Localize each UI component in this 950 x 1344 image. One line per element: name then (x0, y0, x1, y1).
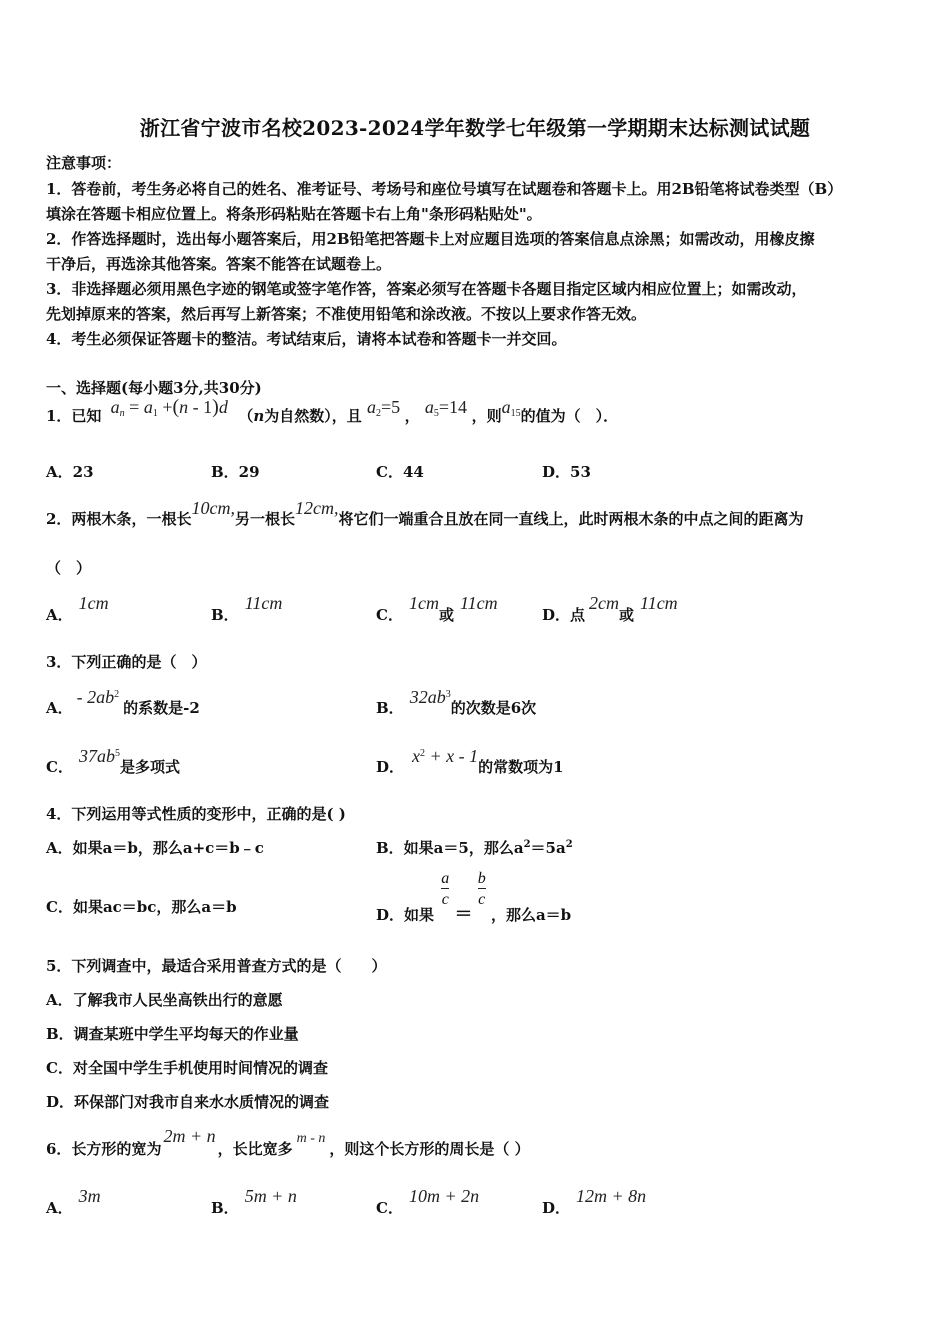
q1-option-a: A．23 (46, 463, 94, 481)
q6-option-a: A．3m (46, 1186, 101, 1217)
q1-a15: $a_{15}$ (501, 397, 521, 419)
section-heading: 一、选择题(每小题3分,共30分) (46, 379, 262, 397)
q4-option-c: C．如果ac＝bc，那么a＝b (46, 898, 237, 916)
q5-option-c: C．对全国中学生手机使用时间情况的调查 (46, 1059, 328, 1077)
q6-width: 2m + n (163, 1126, 216, 1146)
q2-option-a: A．1cm (46, 593, 109, 624)
q2-length-2: 12cm, (294, 498, 339, 518)
q1-stem-start: 1．已知 (46, 407, 102, 425)
note-3-line-2: 先划掉原来的答案，然后再写上新答案；不准使用铅笔和涂改液。不按以上要求作答无效。 (46, 305, 647, 323)
page-title: 浙江省宁波市名校2023-2024学年数学七年级第一学期期末达标测试试题 (139, 116, 811, 140)
q3-option-d: D．$x^2 + x - 1$的常数项为1 (376, 746, 564, 776)
q1-option-b: B．29 (211, 463, 260, 481)
q6-difference: m - n (296, 1131, 326, 1146)
q2-option-b: B．11cm (211, 593, 283, 624)
question-2: 2．两根木条，一根长10cm,另一根长12cm,将它们一端重合且放在同一直线上，此时两根木条的中点之间的距离为 (46, 498, 804, 528)
q3-option-c: C．$37ab^5$是多项式 (46, 746, 180, 776)
q4-option-a: A．如果a＝b，那么a+c＝b﹣c (46, 839, 264, 857)
q5-option-b: B．调查某班中学生平均每天的作业量 (46, 1025, 299, 1043)
q3-option-b: B．$32ab^3$的次数是6次 (376, 687, 537, 717)
question-1: 1．已知 $a_n = a_1 +(n - 1)d$ （n为自然数），且 $a_2=5$ ， $a_5=14$ ，则$a_{15}$的值为（ ）． (46, 396, 619, 425)
q3-option-a: A．- $2ab^2$的系数是-2 (46, 687, 200, 717)
note-4: 4．考生必须保证答题卡的整洁。考试结束后，请将本试卷和答题卡一并交回。 (46, 330, 567, 348)
q1-formula: $a_n = a_1 +(n - 1)d$ (110, 396, 228, 419)
notes-heading: 注意事项： (46, 154, 122, 172)
q2-length-1: 10cm, (191, 498, 235, 518)
q6-option-d: D．12m + 8n (542, 1186, 647, 1217)
question-6: 6．长方形的宽为2m + n，长比宽多m - n，则这个长方形的周长是（ ） (46, 1126, 530, 1158)
q2-option-c: C．1cm或11cm (376, 593, 498, 624)
note-1-line-2: 填涂在答题卡相应位置上。将条形码粘贴在答题卡右上角"条形码粘贴处"。 (46, 205, 542, 223)
note-2-line-1: 2．作答选择题时，选出每小题答案后，用2B铅笔把答题卡上对应题目选项的答案信息点涂黑；如需改动，用橡皮擦 (46, 230, 815, 248)
q1-option-d: D．53 (542, 463, 591, 481)
q2-answer-paren: （ ） (46, 559, 92, 577)
question-3: 3．下列正确的是（ ） (46, 653, 207, 671)
q1-a2: $a_2=5$ (367, 397, 401, 419)
question-5: 5．下列调查中，最适合采用普查方式的是（ ） (46, 957, 387, 975)
q1-a5: $a_5=14$ (424, 397, 468, 419)
q1-option-c: C．44 (376, 463, 424, 481)
q6-option-b: B．5m + n (211, 1186, 297, 1217)
note-1-line-1: 1．答卷前，考生务必将自己的姓名、准考证号、考场号和座位号填写在试题卷和答题卡上。用2B铅笔将试卷类型（B） (46, 180, 843, 198)
q4-option-b: B．如果a＝5，那么$a^2=5a^2$ (376, 839, 573, 857)
q4-option-d: D．如果 $\frac{a}{c}$ ＝ $\frac{b}{c}$ ，那么a＝b (376, 870, 572, 925)
q2-option-d: D．点2cm或11cm (542, 593, 678, 624)
question-4: 4．下列运用等式性质的变形中，正确的是( ) (46, 805, 346, 823)
q5-option-a: A．了解我市人民坐高铁出行的意愿 (46, 991, 283, 1009)
note-2-line-2: 干净后，再选涂其他答案。答案不能答在试题卷上。 (46, 255, 392, 273)
note-3-line-1: 3．非选择题必须用黑色字迹的钢笔或签字笔作答，答案必须写在答题卡各题目指定区域内相应位置上；如需改动， (46, 280, 807, 298)
q6-option-c: C．10m + 2n (376, 1186, 480, 1217)
q5-option-d: D．环保部门对我市自来水水质情况的调查 (46, 1093, 330, 1111)
